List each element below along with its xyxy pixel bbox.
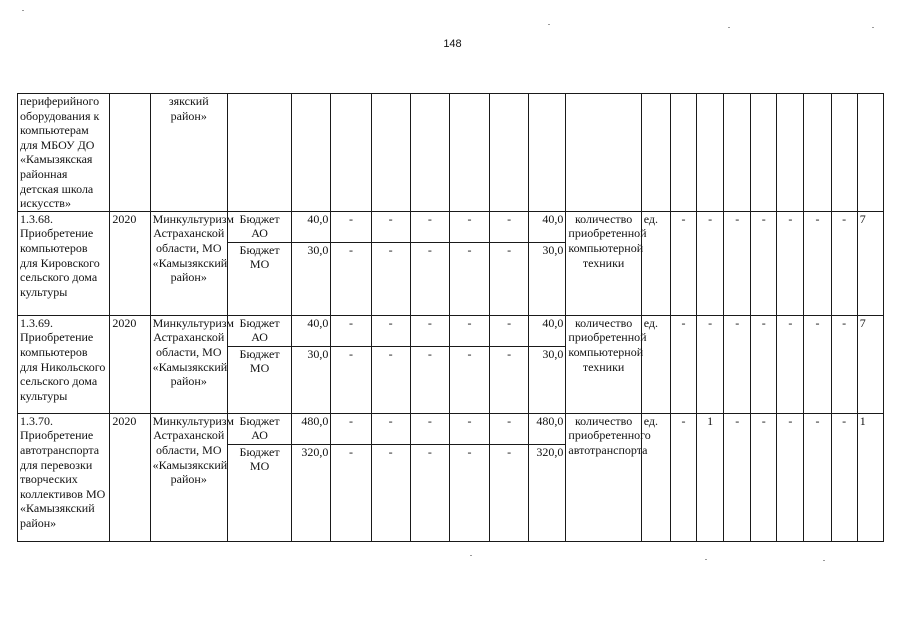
- funding-final-year: 40,0: [529, 315, 566, 346]
- funding-year-value: -: [371, 315, 410, 346]
- indicator-value: -: [831, 211, 857, 315]
- funding-year-value: -: [371, 346, 410, 413]
- empty-cell: [227, 94, 291, 212]
- continuation-row: [18, 94, 884, 212]
- empty-cell: [670, 94, 696, 212]
- indicator-value: -: [724, 413, 751, 541]
- funding-total: 30,0: [292, 242, 331, 315]
- scan-noise-dot: [470, 555, 472, 556]
- indicator-value: 1: [697, 413, 724, 541]
- empty-cell: [331, 94, 371, 212]
- funding-year-value: -: [490, 242, 529, 315]
- empty-cell: [857, 94, 883, 212]
- indicator-value: 1: [857, 413, 883, 541]
- indicator-value: -: [804, 413, 831, 541]
- funding-final-year: 30,0: [529, 242, 566, 315]
- empty-cell: [490, 94, 529, 212]
- funding-year-value: -: [410, 242, 449, 315]
- table-row: [18, 211, 884, 242]
- indicator-value: 7: [857, 211, 883, 315]
- indicator-value: -: [697, 211, 724, 315]
- funding-year-value: -: [449, 242, 489, 315]
- scan-noise-dot: [728, 27, 730, 28]
- continuation-year: [110, 94, 150, 212]
- indicator-value: -: [777, 413, 804, 541]
- funding-final-year: 320,0: [529, 444, 566, 541]
- funding-year-value: -: [371, 413, 410, 444]
- indicator-value: -: [831, 315, 857, 413]
- funding-year-value: -: [490, 346, 529, 413]
- indicator-value: -: [777, 315, 804, 413]
- indicator-value: -: [670, 315, 696, 413]
- funding-final-year: 30,0: [529, 346, 566, 413]
- continuation-executor: зякский район»: [150, 94, 227, 212]
- indicator-value: -: [697, 315, 724, 413]
- indicator-value: -: [831, 413, 857, 541]
- funding-total: 480,0: [292, 413, 331, 444]
- table-row: [18, 413, 884, 444]
- funding-year-value: -: [331, 346, 371, 413]
- funding-year-value: -: [371, 211, 410, 242]
- funding-year-value: -: [410, 211, 449, 242]
- empty-cell: [804, 94, 831, 212]
- budget-table: [17, 93, 884, 542]
- funding-source: Бюджет АО: [227, 315, 291, 346]
- indicator-value: -: [751, 413, 777, 541]
- indicator-unit: ед.: [641, 413, 670, 541]
- funding-source: Бюджет АО: [227, 211, 291, 242]
- empty-cell: [831, 94, 857, 212]
- indicator-value: -: [804, 211, 831, 315]
- funding-year-value: -: [490, 315, 529, 346]
- funding-source: Бюджет МО: [227, 346, 291, 413]
- indicator-name: количество приобретенного автотранспорта: [566, 413, 641, 541]
- funding-year-value: -: [490, 444, 529, 541]
- funding-final-year: 480,0: [529, 413, 566, 444]
- indicator-value: -: [751, 315, 777, 413]
- empty-cell: [751, 94, 777, 212]
- funding-year-value: -: [449, 211, 489, 242]
- funding-total: 40,0: [292, 211, 331, 242]
- indicator-value: -: [751, 211, 777, 315]
- funding-year-value: -: [410, 444, 449, 541]
- indicator-unit: ед.: [641, 211, 670, 315]
- indicator-value: -: [724, 211, 751, 315]
- indicator-name: количество приобретенной компьютерной техники: [566, 315, 641, 413]
- funding-year-value: -: [449, 346, 489, 413]
- measure-year: 2020: [110, 413, 150, 541]
- measure-executor: Минкультуризм Астраханской области, МО «Камызякский район»: [150, 211, 227, 315]
- funding-year-value: -: [449, 315, 489, 346]
- measure-name: 1.3.70. Приобретение автотранспорта для перевозки творческих коллективов МО «Камызякский район»: [18, 413, 110, 541]
- indicator-unit: ед.: [641, 315, 670, 413]
- page-number: 148: [443, 38, 462, 50]
- table-row: [18, 315, 884, 346]
- funding-source: Бюджет МО: [227, 242, 291, 315]
- measure-name: 1.3.68. Приобретение компьютеров для Кировского сельского дома культуры: [18, 211, 110, 315]
- continuation-name: периферийного оборудования к компьютерам для МБОУ ДО «Камызякская районная детская школа искусств»: [18, 94, 110, 212]
- funding-total: 40,0: [292, 315, 331, 346]
- empty-cell: [371, 94, 410, 212]
- indicator-name: количество приобретенной компьютерной техники: [566, 211, 641, 315]
- indicator-value: 7: [857, 315, 883, 413]
- scan-noise-dot: [22, 10, 24, 11]
- empty-cell: [410, 94, 449, 212]
- funding-year-value: -: [449, 444, 489, 541]
- measure-executor: Минкультуризм Астраханской области, МО «Камызякский район»: [150, 413, 227, 541]
- funding-year-value: -: [490, 413, 529, 444]
- scan-noise-dot: [548, 24, 550, 25]
- empty-cell: [641, 94, 670, 212]
- indicator-value: -: [670, 211, 696, 315]
- funding-year-value: -: [371, 444, 410, 541]
- funding-source: Бюджет МО: [227, 444, 291, 541]
- funding-year-value: -: [410, 346, 449, 413]
- measure-executor: Минкультуризм Астраханской области, МО «Камызякский район»: [150, 315, 227, 413]
- funding-year-value: -: [410, 315, 449, 346]
- empty-cell: [566, 94, 641, 212]
- funding-year-value: -: [410, 413, 449, 444]
- indicator-value: -: [670, 413, 696, 541]
- empty-cell: [724, 94, 751, 212]
- measure-name: 1.3.69. Приобретение компьютеров для Никольского сельского дома культуры: [18, 315, 110, 413]
- funding-year-value: -: [331, 211, 371, 242]
- measure-year: 2020: [110, 211, 150, 315]
- funding-year-value: -: [449, 413, 489, 444]
- funding-total: 30,0: [292, 346, 331, 413]
- funding-year-value: -: [371, 242, 410, 315]
- indicator-value: -: [804, 315, 831, 413]
- scan-noise-dot: [872, 27, 874, 28]
- funding-source: Бюджет АО: [227, 413, 291, 444]
- funding-year-value: -: [331, 444, 371, 541]
- funding-year-value: -: [331, 242, 371, 315]
- empty-cell: [697, 94, 724, 212]
- funding-total: 320,0: [292, 444, 331, 541]
- funding-final-year: 40,0: [529, 211, 566, 242]
- empty-cell: [449, 94, 489, 212]
- funding-year-value: -: [490, 211, 529, 242]
- empty-cell: [292, 94, 331, 212]
- indicator-value: -: [777, 211, 804, 315]
- measure-year: 2020: [110, 315, 150, 413]
- indicator-value: -: [724, 315, 751, 413]
- empty-cell: [777, 94, 804, 212]
- empty-cell: [529, 94, 566, 212]
- scan-noise-dot: [823, 560, 825, 561]
- scan-noise-dot: [705, 559, 707, 560]
- funding-year-value: -: [331, 413, 371, 444]
- funding-year-value: -: [331, 315, 371, 346]
